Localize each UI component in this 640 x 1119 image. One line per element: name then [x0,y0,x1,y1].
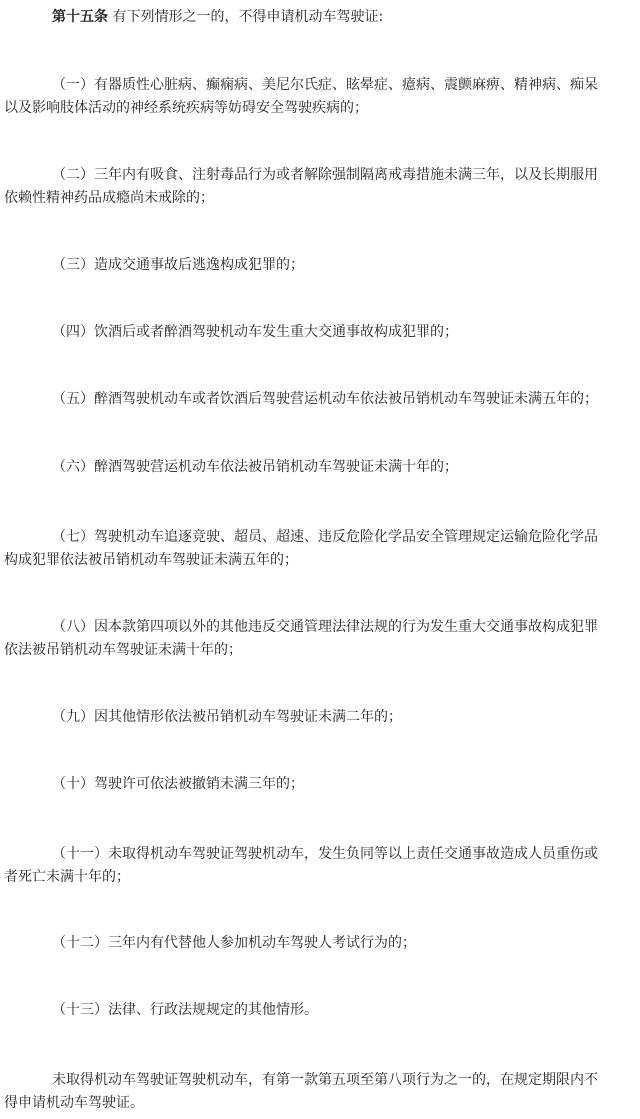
closing-line-1: 未取得机动车驾驶证驾驶机动车，有第一款第五项至第八项行为之一的，在规定期限内不 [52,1072,598,1088]
item-6-line-1: （六）醉酒驾驶营运机动车依法被吊销机动车驾驶证未满十年的； [52,459,458,475]
item-1-line-1: （一）有器质性心脏病、癫痫病、美尼尔氏症、眩晕症、癔病、震颤麻痹、精神病、痴呆 [52,77,598,93]
item-3-line-1: （三）造成交通事故后逃逸构成犯罪的； [52,257,304,273]
item-11-line-2: 者死亡未满十年的； [4,869,130,885]
item-2-line-2: 依赖性精神药品成瘾尚未戒除的； [4,190,214,206]
item-5-line-1: （五）醉酒驾驶机动车或者饮酒后驾驶营运机动车依法被吊销机动车驾驶证未满五年的； [52,391,598,407]
item-1-line-2: 以及影响肢体活动的神经系统疾病等妨碍安全驾驶疾病的； [4,100,368,116]
item-2-line-1: （二）三年内有吸食、注射毒品行为或者解除强制隔离戒毒措施未满三年，以及长期服用 [52,167,598,183]
item-8-line-1: （八）因本款第四项以外的其他违反交通管理法律法规的行为发生重大交通事故构成犯罪 [52,619,598,635]
item-8-line-2: 依法被吊销机动车驾驶证未满十年的； [4,642,242,658]
article-number: 第十五条 [52,9,108,25]
article-heading-text: 有下列情形之一的，不得申请机动车驾驶证: [108,9,384,25]
item-7-line-2: 构成犯罪依法被吊销机动车驾驶证未满五年的； [4,552,298,568]
item-13-line-1: （十三）法律、行政法规规定的其他情形。 [52,1002,318,1018]
item-7-line-1: （七）驾驶机动车追逐竞驶、超员、超速、违反危险化学品安全管理规定运输危险化学品 [52,529,598,545]
item-11-line-1: （十一）未取得机动车驾驶证驾驶机动车，发生负同等以上责任交通事故造成人员重伤或 [52,846,598,862]
item-4-line-1: （四）饮酒后或者醉酒驾驶机动车发生重大交通事故构成犯罪的； [52,324,458,340]
item-12-line-1: （十二）三年内有代替他人参加机动车驾驶人考试行为的； [52,935,416,951]
item-9-line-1: （九）因其他情形依法被吊销机动车驾驶证未满二年的； [52,709,402,725]
item-10-line-1: （十）驾驶许可依法被撤销未满三年的； [52,776,304,792]
article-heading-line [52,5,640,29]
closing-line-2: 得申请机动车驾驶证。 [4,1095,144,1111]
